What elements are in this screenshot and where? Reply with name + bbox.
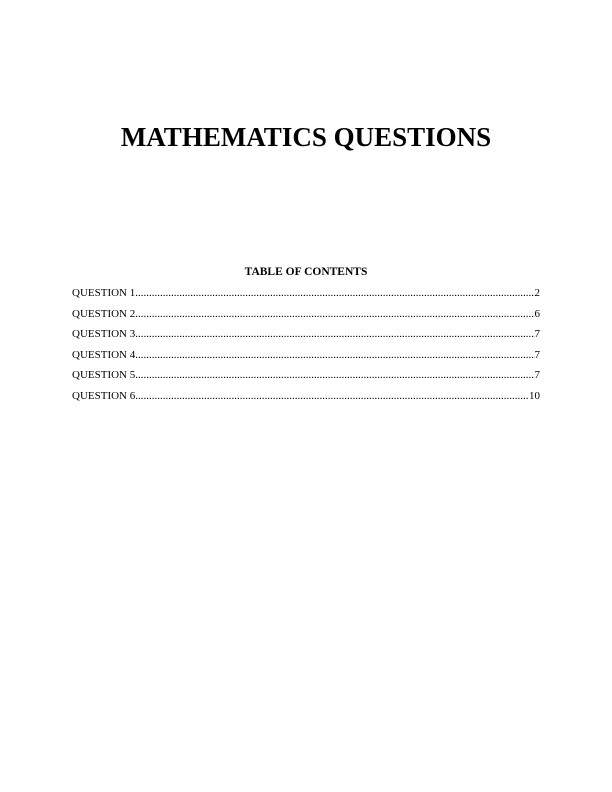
- toc-entry-question-2[interactable]: [72, 306, 540, 327]
- toc-dot-leader: [135, 285, 534, 301]
- toc-entry-label: QUESTION 5: [72, 369, 136, 382]
- toc-entry-question-3[interactable]: [72, 326, 540, 347]
- table-of-contents: [72, 285, 540, 409]
- toc-entry-question-5[interactable]: [72, 367, 540, 388]
- toc-dot-leader: [135, 306, 534, 322]
- toc-entry-label: QUESTION 2: [72, 307, 136, 320]
- toc-entry-page: 7: [534, 369, 540, 382]
- toc-dot-leader: [135, 388, 529, 404]
- toc-entry-label: QUESTION 6: [72, 389, 136, 402]
- toc-entry-page: 6: [534, 307, 540, 320]
- toc-entry-label: QUESTION 3: [72, 328, 136, 341]
- toc-dot-leader: [135, 367, 534, 383]
- toc-entry-question-1[interactable]: [72, 285, 540, 306]
- toc-entry-question-4[interactable]: [72, 347, 540, 368]
- toc-dot-leader: [135, 326, 534, 342]
- toc-entry-page: 7: [534, 348, 540, 361]
- toc-heading: TABLE OF CONTENTS: [244, 266, 368, 278]
- toc-entry-page: 2: [534, 287, 540, 299]
- toc-entry-question-6[interactable]: [72, 388, 540, 409]
- document-title: MATHEMATICS QUESTIONS: [120, 122, 492, 152]
- toc-dot-leader: [135, 347, 534, 363]
- toc-entry-page: 7: [534, 328, 540, 341]
- toc-entry-page: 10: [529, 389, 540, 402]
- toc-entry-label: QUESTION 4: [72, 348, 136, 361]
- toc-entry-label: QUESTION 1: [72, 287, 136, 299]
